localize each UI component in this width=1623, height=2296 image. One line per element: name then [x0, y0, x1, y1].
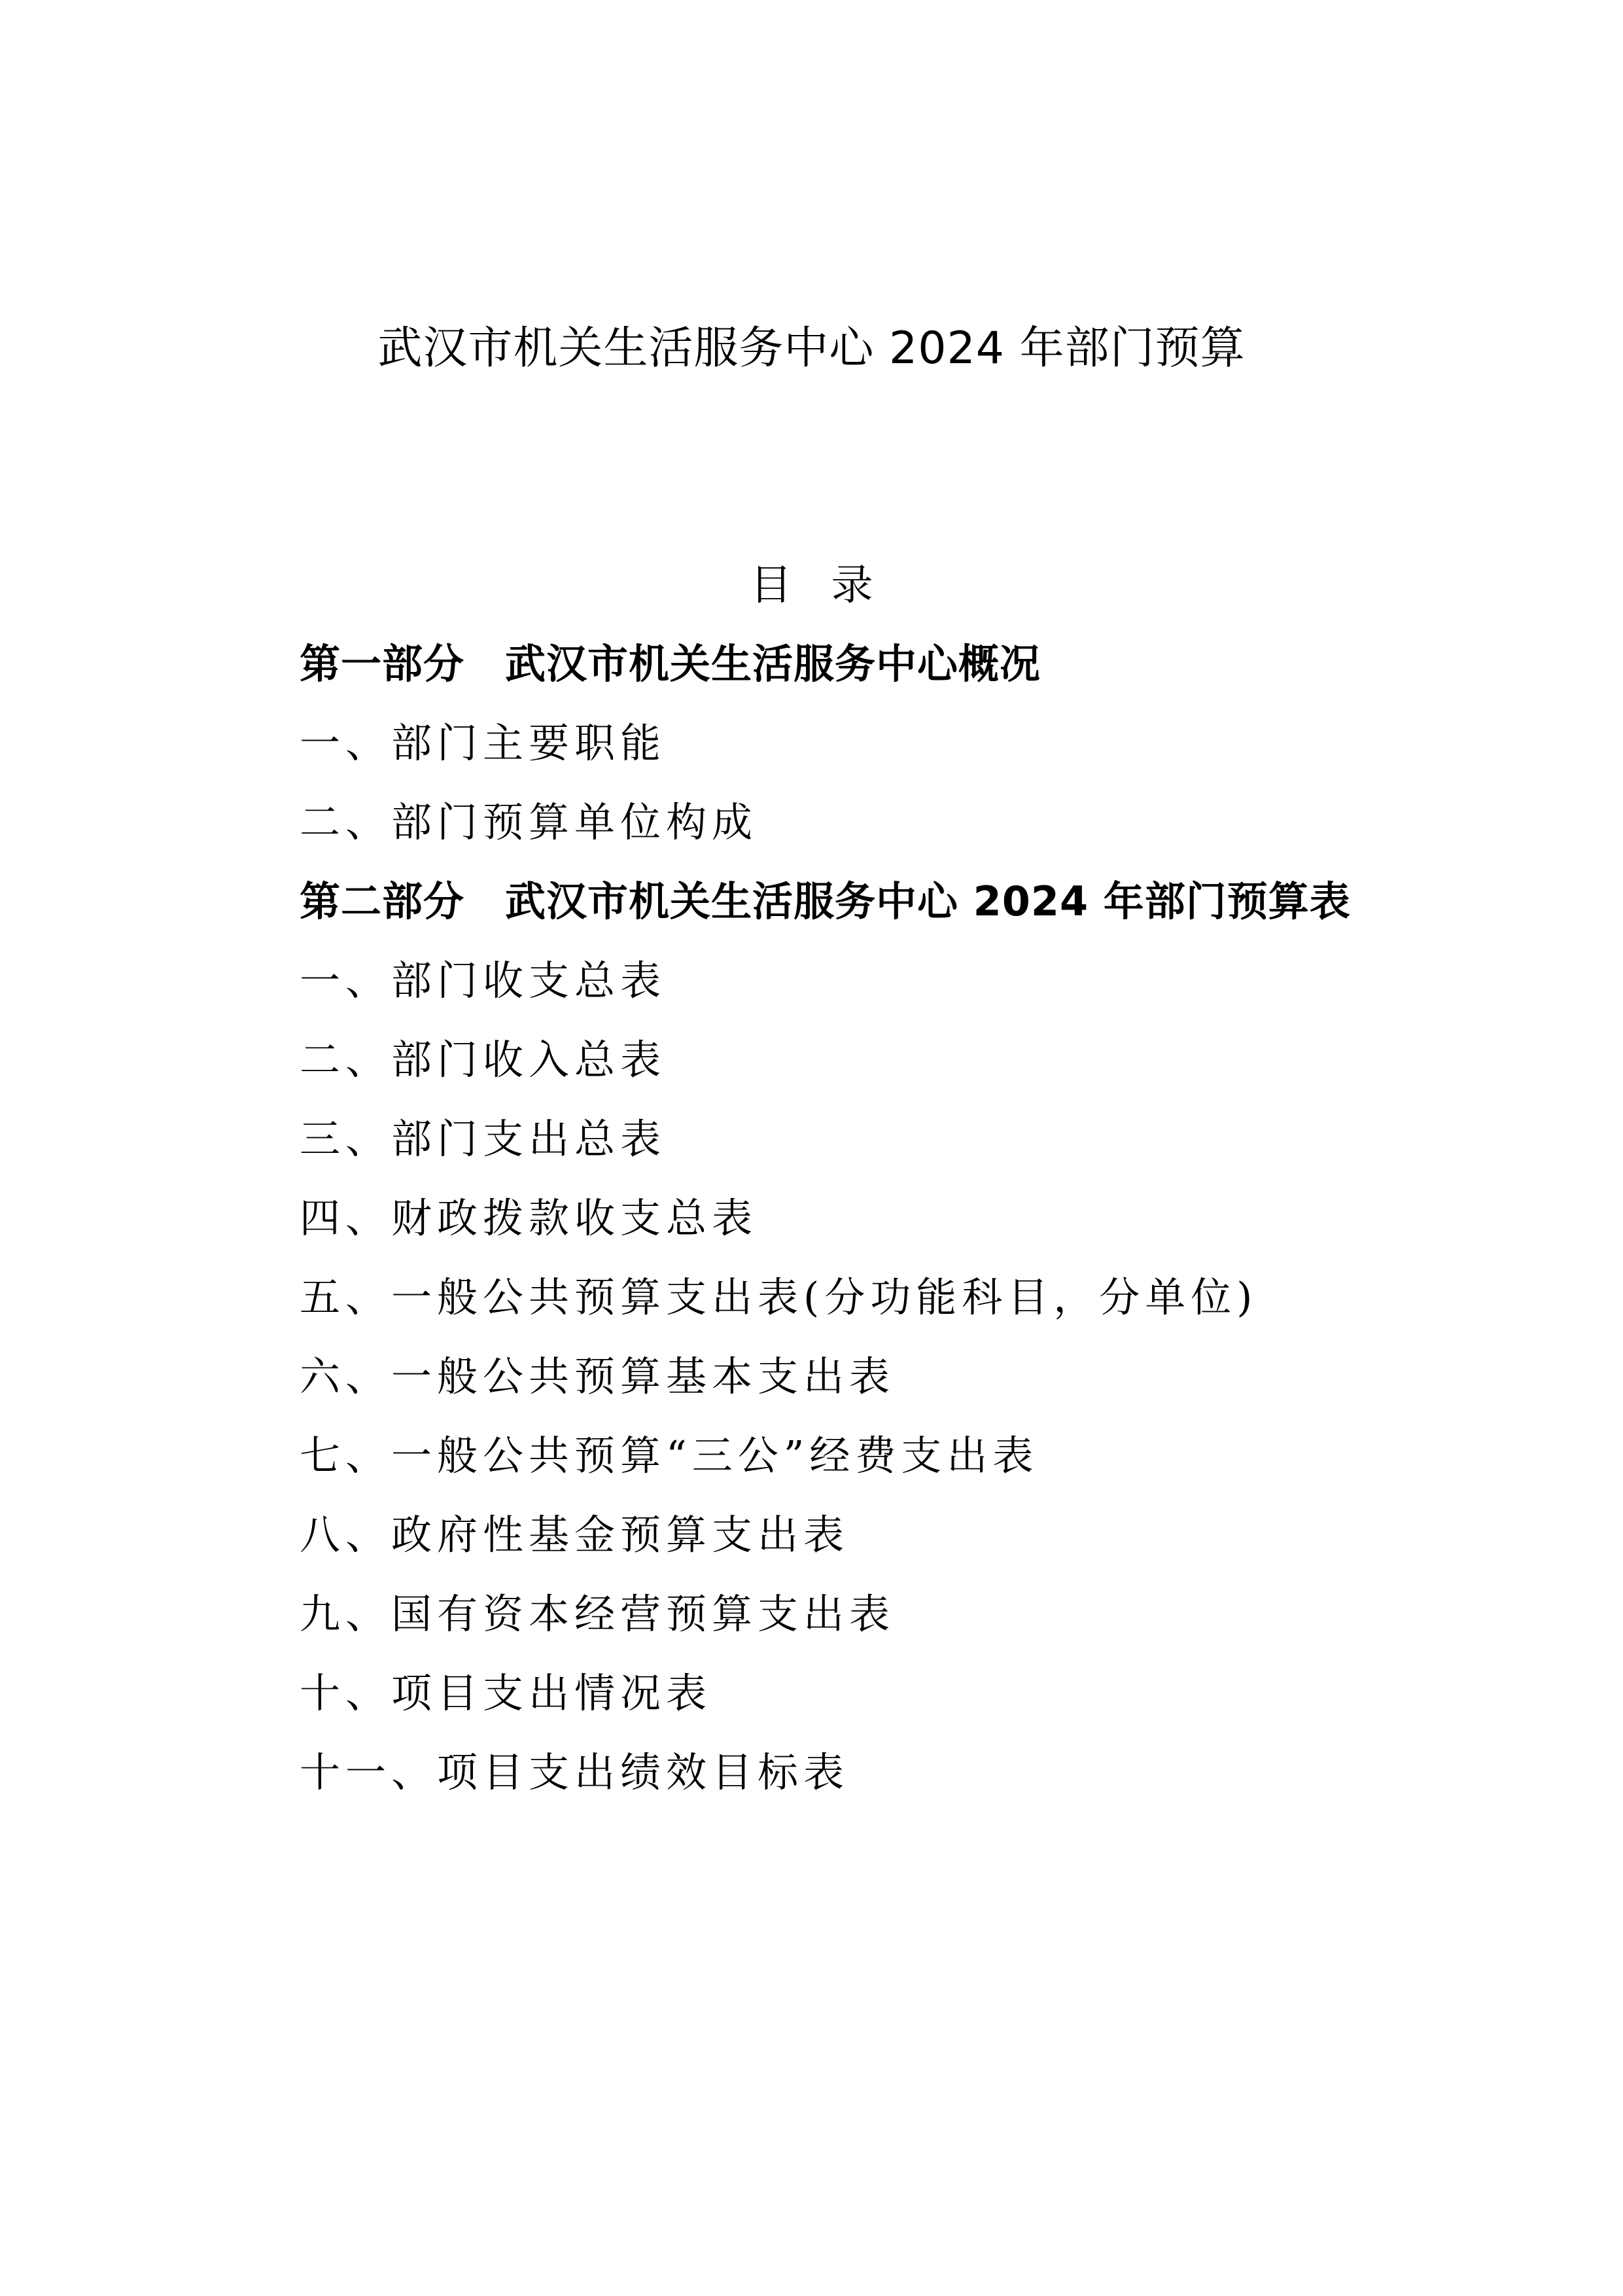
toc-item[interactable]: 七、一般公共预算“三公”经费支出表 [300, 1432, 1039, 1479]
table-of-contents [300, 635, 1351, 1822]
toc-item[interactable]: 一、部门收支总表 [300, 957, 667, 1004]
toc-item[interactable]: 三、部门支出总表 [300, 1115, 667, 1163]
toc-item[interactable]: 十一、项目支出绩效目标表 [300, 1748, 850, 1796]
toc-part-2-title: 武汉市机关生活服务中心 2024 年部门预算表 [505, 877, 1351, 925]
toc-item[interactable]: 一、部门主要职能 [300, 719, 667, 767]
toc-item[interactable]: 十、项目支出情况表 [300, 1669, 712, 1717]
toc-item[interactable]: 二、部门收入总表 [300, 1036, 667, 1084]
toc-part-2-label: 第二部分 [300, 877, 465, 925]
toc-item[interactable]: 五、一般公共预算支出表(分功能科目，分单位) [300, 1273, 1258, 1321]
toc-part-1[interactable] [300, 635, 1351, 714]
toc-part-1-label: 第一部分 [300, 640, 465, 688]
toc-heading: 目录 [750, 561, 913, 610]
toc-item[interactable]: 二、部门预算单位构成 [300, 798, 758, 846]
toc-part-1-title: 武汉市机关生活服务中心概况 [505, 640, 1041, 688]
toc-part-2[interactable] [300, 872, 1351, 951]
toc-item[interactable]: 八、政府性基金预算支出表 [300, 1511, 850, 1559]
toc-item[interactable]: 六、一般公共预算基本支出表 [300, 1352, 896, 1400]
document-title: 武汉市机关生活服务中心 2024 年部门预算 [377, 323, 1246, 374]
toc-item[interactable]: 四、财政拨款收支总表 [300, 1194, 758, 1242]
toc-item[interactable]: 九、国有资本经营预算支出表 [300, 1590, 896, 1638]
